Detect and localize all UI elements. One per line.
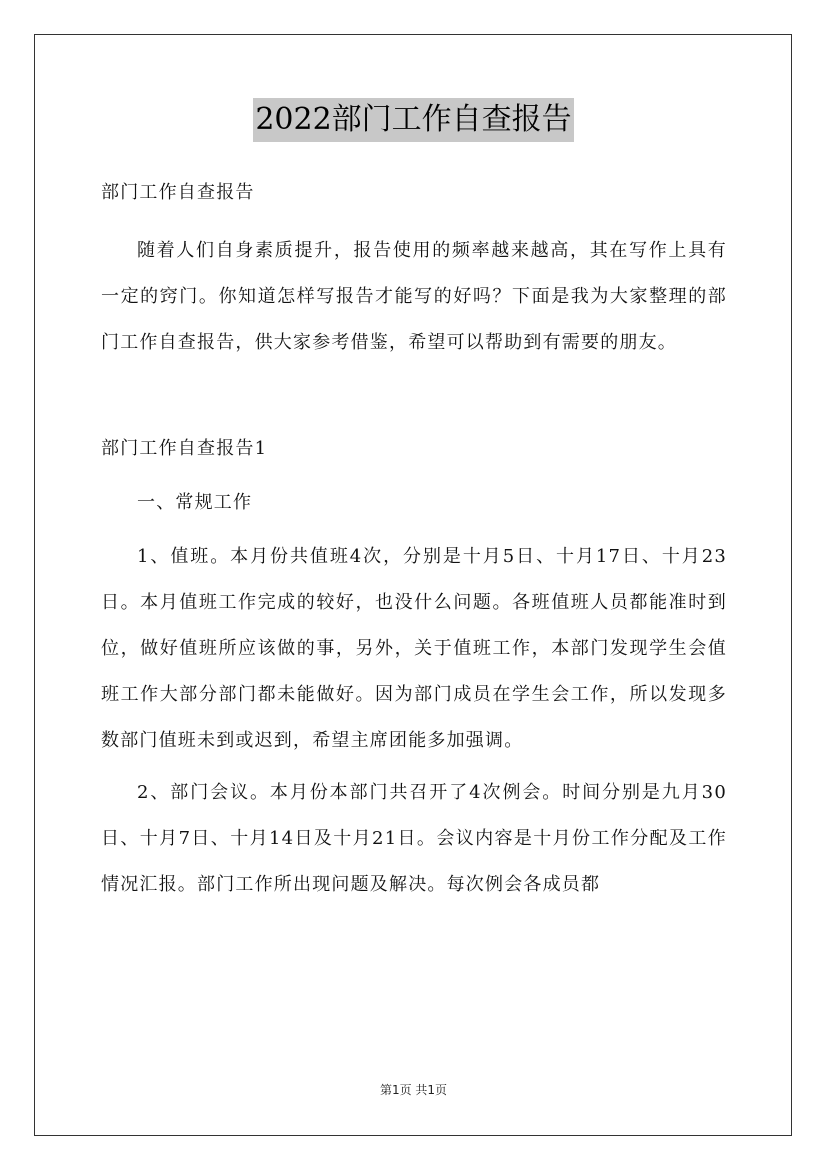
page-footer: 第1页 共1页 [379,1083,448,1097]
section1-subheading: 一、常规工作 [137,492,253,513]
title-container [0,98,827,142]
document-body [101,170,727,908]
intro-paragraph: 随着人们自身素质提升，报告使用的频率越来越高，其在写作上具有一定的窍门。你知道怎样写报告才能写的好吗？下面是我为大家整理的部门工作自查报告，供大家参考借鉴，希望可以帮助到有需要的朋友。 [101,240,727,353]
item1-paragraph: 1、值班。本月份共值班4次，分别是十月5日、十月17日、十月23日。本月值班工作完成的较好，也没什么问题。各班值班人员都能准时到位，做好值班所应该做的事，另外，关于值班工作，本部门发现学生会值班工作大部分部门都未能做好。因为部门成员在学生会工作，所以发现多数部门值班未到或迟到，希望主席团能多加强调。 [101,546,727,751]
section1-heading: 部门工作自查报告1 [101,438,268,459]
item2-paragraph: 2、部门会议。本月份本部门共召开了4次例会。时间分别是九月30日、十月7日、十月14日及十月21日。会议内容是十月份工作分配及工作情况汇报。部门工作所出现问题及解决。每次例会各成员都 [101,782,727,895]
section-gap [101,366,727,426]
document-title: 2022部门工作自查报告 [253,98,573,142]
document-subtitle: 部门工作自查报告 [101,182,255,203]
